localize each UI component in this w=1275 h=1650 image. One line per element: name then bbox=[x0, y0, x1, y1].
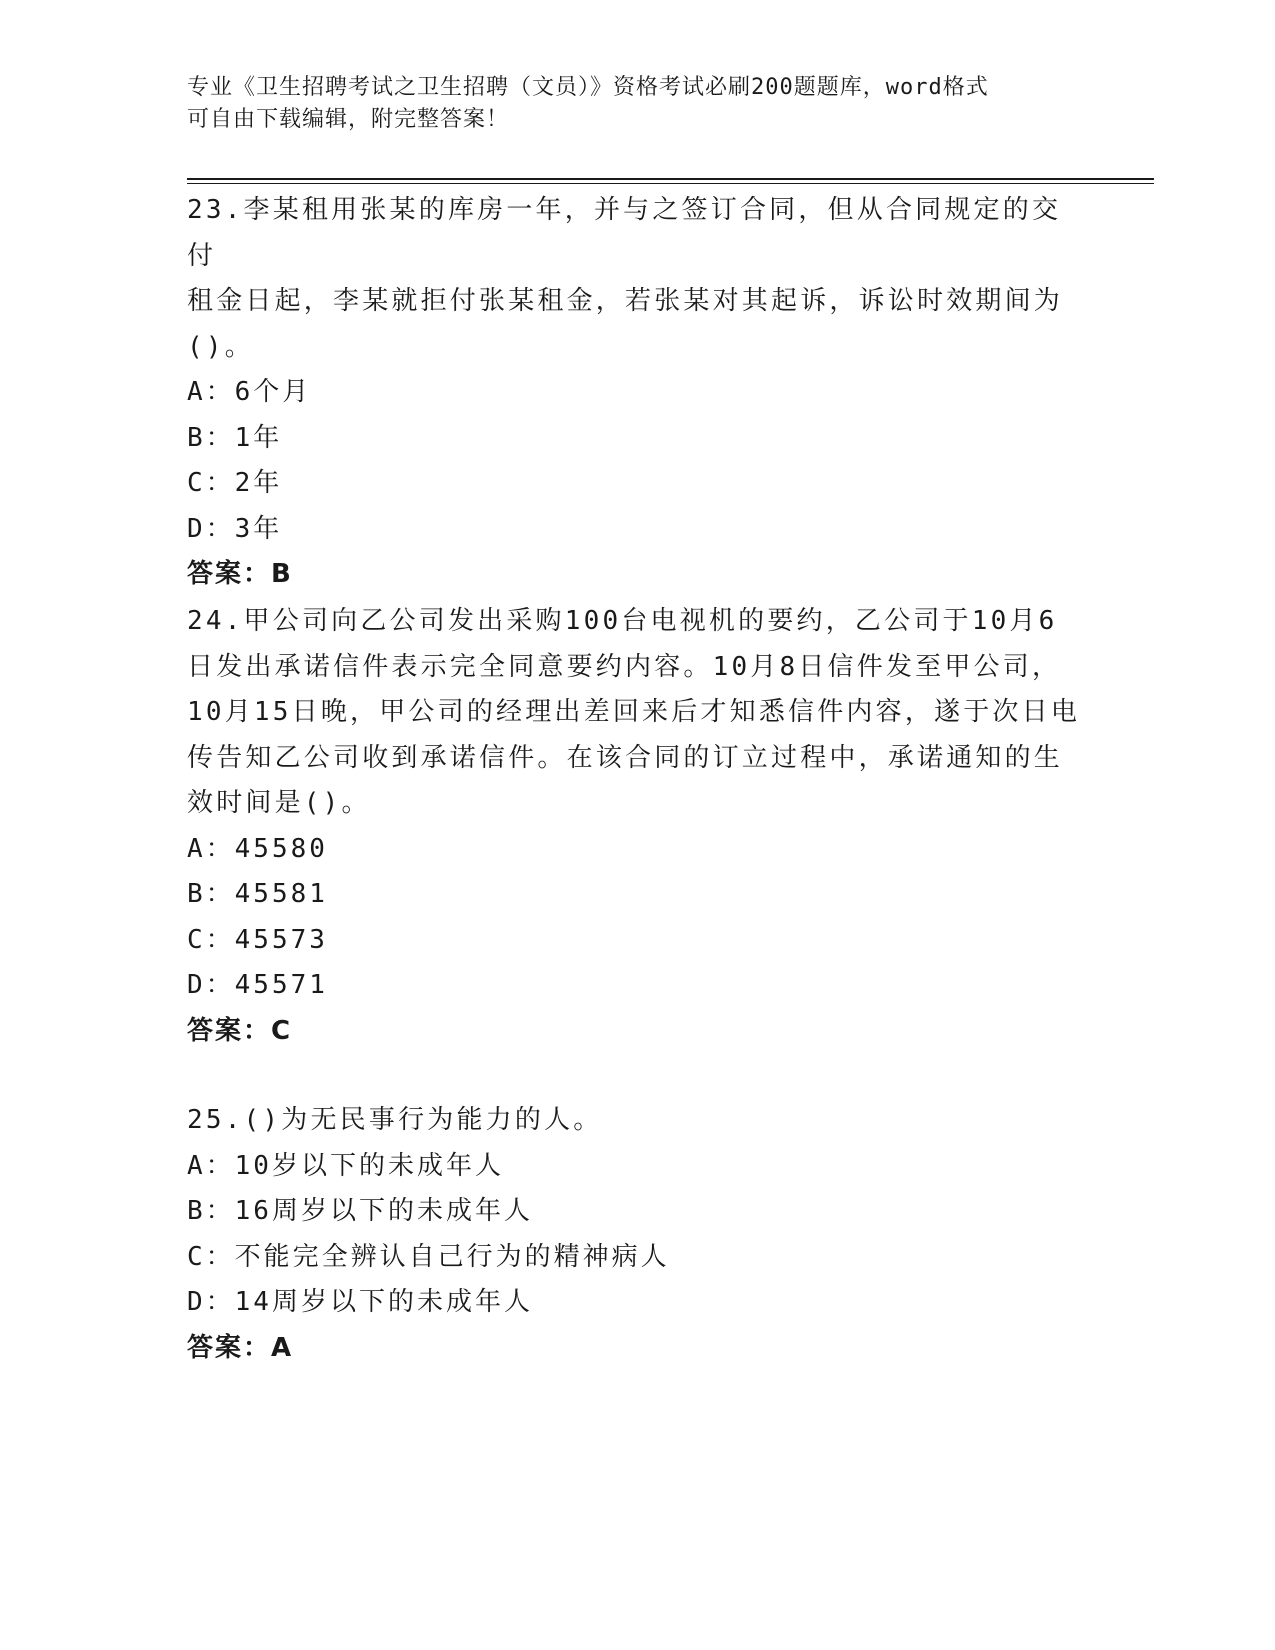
option-c: C：不能完全辨认自己行为的精神病人 bbox=[187, 1241, 670, 1272]
document-header bbox=[187, 72, 1067, 136]
option-d: D：3年 bbox=[187, 513, 283, 544]
option-a: A：10岁以下的未成年人 bbox=[187, 1150, 504, 1181]
header-divider-thin bbox=[187, 183, 1154, 184]
option-a: A：45580 bbox=[187, 833, 328, 864]
option-d: D：45571 bbox=[187, 970, 328, 1000]
question-stem-line: 23.李某租用张某的库房一年，并与之签订合同，但从合同规定的交付 bbox=[187, 195, 1062, 271]
question-25 bbox=[187, 1098, 1087, 1371]
option-a: A：6个月 bbox=[187, 377, 312, 407]
option-b: B：1年 bbox=[187, 422, 283, 453]
header-divider-thick bbox=[187, 178, 1154, 180]
question-24 bbox=[187, 599, 1087, 1054]
question-stem-line: 效时间是()。 bbox=[187, 788, 371, 818]
question-23 bbox=[187, 188, 1087, 598]
question-stem-line: ()。 bbox=[187, 331, 254, 362]
option-d: D：14周岁以下的未成年人 bbox=[187, 1287, 533, 1317]
question-stem-line: 传告知乙公司收到承诺信件。在该合同的订立过程中，承诺通知的生 bbox=[187, 742, 1064, 773]
option-b: B：16周岁以下的未成年人 bbox=[187, 1196, 533, 1226]
question-stem-line: 25.()为无民事行为能力的人。 bbox=[187, 1105, 603, 1135]
answer-label: 答案：B bbox=[187, 559, 293, 589]
answer-label: 答案：A bbox=[187, 1332, 294, 1363]
option-c: C：45573 bbox=[187, 924, 328, 955]
answer-label: 答案：C bbox=[187, 1015, 293, 1046]
option-c: C：2年 bbox=[187, 468, 283, 498]
question-stem-line: 租金日起，李某就拒付张某租金，若张某对其起诉，诉讼时效期间为 bbox=[187, 286, 1064, 316]
question-stem-line: 24.甲公司向乙公司发出采购100台电视机的要约，乙公司于10月6 bbox=[187, 606, 1058, 636]
question-stem-line: 10月15日晚，甲公司的经理出差回来后才知悉信件内容，遂于次日电 bbox=[187, 697, 1081, 727]
option-b: B：45581 bbox=[187, 879, 328, 909]
question-stem-line: 日发出承诺信件表示完全同意要约内容。10月8日信件发至甲公司， bbox=[187, 651, 1062, 682]
header-line-2: 可自由下载编辑，附完整答案！ bbox=[187, 107, 510, 132]
header-line-1: 专业《卫生招聘考试之卫生招聘（文员）》资格考试必刷200题题库，word格式 bbox=[187, 75, 989, 100]
